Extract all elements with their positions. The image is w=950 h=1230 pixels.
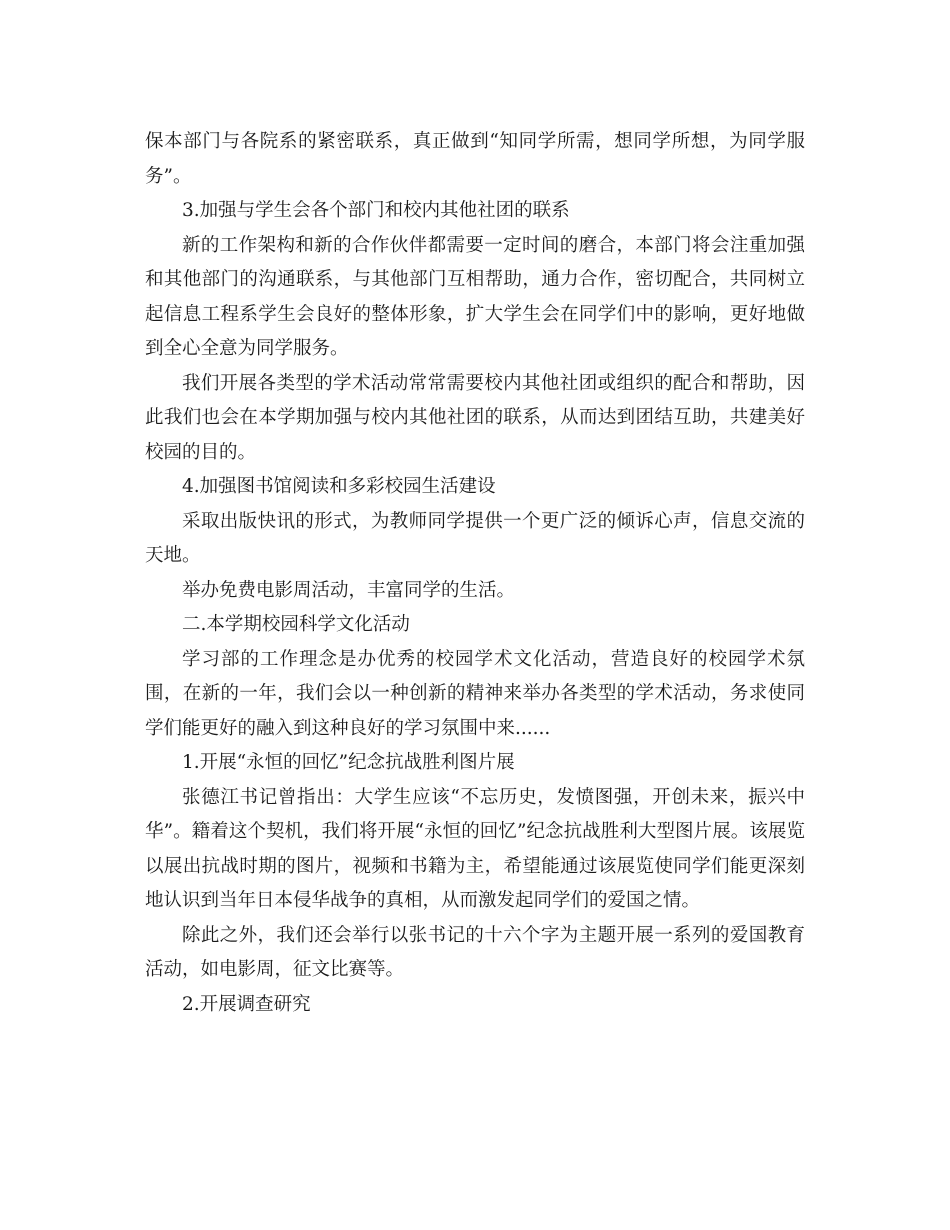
paragraph: 学习部的工作理念是办优秀的校园学术文化活动，营造良好的校园学术氛围，在新的一年，我们会以一种创新的精神来举办各类型的学术活动，务求使同学们能更好的融入到这种良好的学习氛围中来...... — [145, 648, 805, 739]
paragraph-continued: 保本部门与各院系的紧密联系，真正做到“知同学所需，想同学所想，为同学服务”。 — [145, 131, 805, 187]
paragraph: 我们开展各类型的学术活动常常需要校内其他社团或组织的配合和帮助，因此我们也会在本学期加强与校内其他社团的联系，从而达到团结互助，共建美好校园的目的。 — [145, 372, 805, 463]
paragraph: 采取出版快讯的形式，为教师同学提供一个更广泛的倾诉心声，信息交流的天地。 — [145, 510, 805, 566]
paragraph: 举办免费电影周活动，丰富同学的生活。 — [182, 579, 516, 601]
heading-section-4: 4.加强图书馆阅读和多彩校园生活建设 — [182, 476, 496, 497]
document-body — [145, 125, 805, 1022]
paragraph: 新的工作架构和新的合作伙伴都需要一定时间的磨合，本部门将会注重加强和其他部门的沟通联系，与其他部门互相帮助，通力合作，密切配合，共同树立起信息工程系学生会良好的整体形象，扩大学生会在同学们中的影响，更好地做到全心全意为同学服务。 — [145, 234, 805, 359]
paragraph: 除此之外，我们还会举行以张书记的十六个字为主题开展一系列的爱国教育活动，如电影周，征文比赛等。 — [145, 924, 805, 980]
heading-activity-2: 2.开展调查研究 — [182, 993, 311, 1015]
paragraph: 张德江书记曾指出：大学生应该“不忘历史，发愤图强，开创未来，振兴中华”。籍着这个契机，我们将开展“永恒的回忆”纪念抗战胜利大型图片展。该展览以展出抗战时期的图片，视频和书籍为主，希望能通过该展览使同学们能更深刻地认识到当年日本侵华战争的真相，从而激发起同学们的爱国之情。 — [145, 786, 805, 911]
heading-activity-1: 1.开展“永恒的回忆”纪念抗战胜利图片展 — [182, 752, 515, 773]
heading-section-3: 3.加强与学生会各个部门和校内其他社团的联系 — [182, 200, 570, 221]
heading-part-2: 二.本学期校园科学文化活动 — [182, 614, 410, 635]
